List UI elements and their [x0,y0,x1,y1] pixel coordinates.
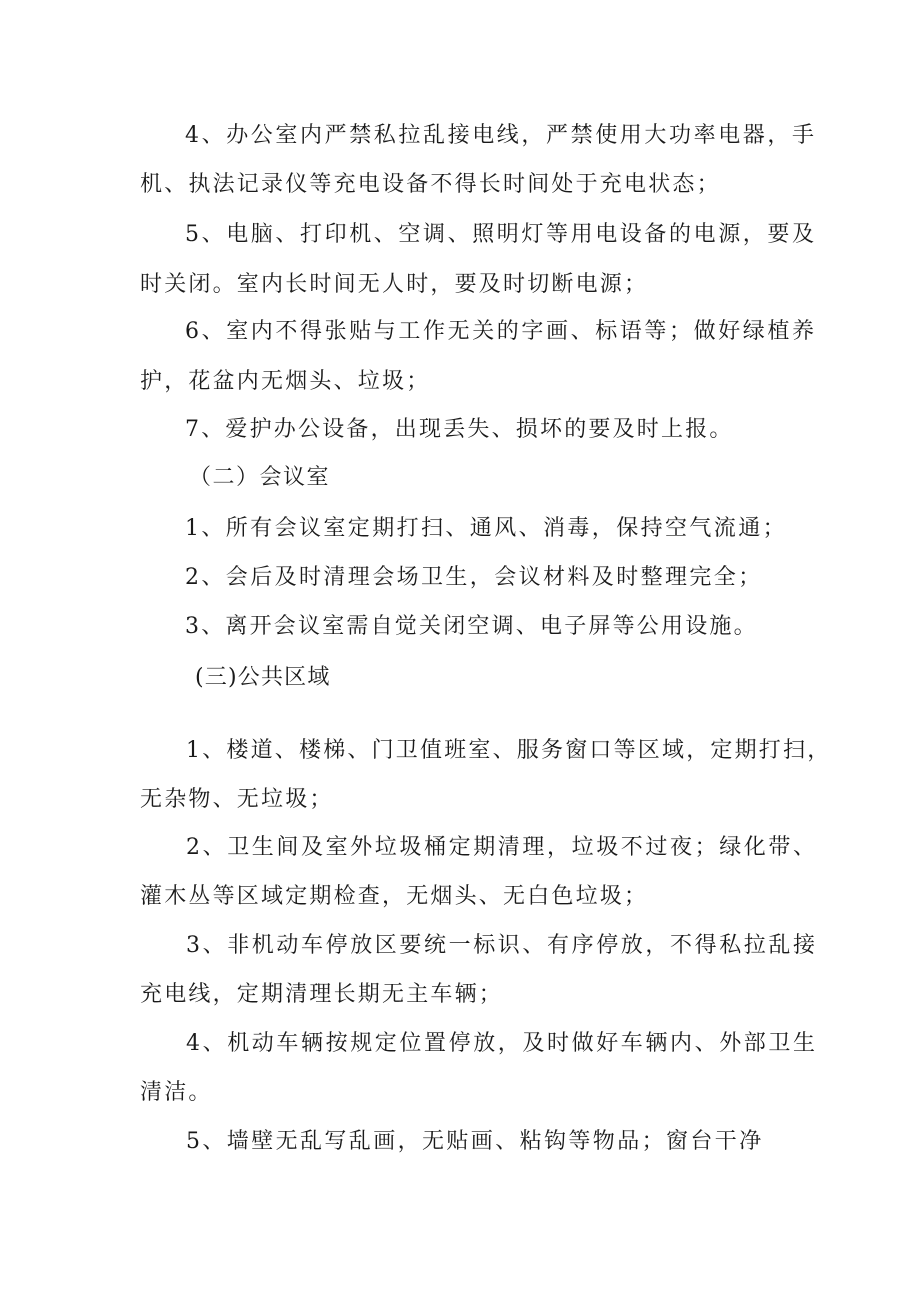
office-rule-6-line-1: 6、室内不得张贴与工作无关的字画、标语等；做好绿植养 [185,319,817,344]
meeting-rule-2: 2、会后及时清理会场卫生，会议材料及时整理完全； [185,565,763,590]
public-rule-4-line-1: 4、机动车辆按规定位置停放，及时做好车辆内、外部卫生 [186,1031,818,1056]
office-rule-7: 7、爱护办公设备，出现丢失、损坏的要及时上报。 [185,417,734,442]
public-rule-3-line-1: 3、非机动车停放区要统一标识、有序停放，不得私拉乱接 [186,933,818,958]
public-rule-1-line-2: 无杂物、无垃圾； [140,787,334,812]
meeting-rule-1: 1、所有会议室定期打扫、通风、消毒，保持空气流通； [185,516,787,541]
public-rule-5-line-1: 5、墙壁无乱写乱画，无贴画、粘钩等物品；窗台干净 [186,1129,764,1154]
public-rule-3-line-2: 充电线，定期清理长期无主车辆； [140,982,504,1007]
meeting-rule-3: 3、离开会议室需自觉关闭空调、电子屏等公用设施。 [185,614,758,639]
office-rule-4-line-1: 4、办公室内严禁私拉乱接电线，严禁使用大功率电器，手 [185,123,817,148]
public-rule-2-line-1: 2、卫生间及室外垃圾桶定期清理，垃圾不过夜；绿化带、 [186,835,818,860]
office-rule-4-line-2: 机、执法记录仪等充电设备不得长时间处于充电状态； [140,172,721,197]
section-heading-public-area: (三)公共区域 [195,665,331,690]
office-rule-6-line-2: 护，花盆内无烟头、垃圾； [140,369,431,394]
public-rule-2-line-2: 灌木丛等区域定期检查，无烟头、无白色垃圾； [140,884,649,909]
office-rule-5-line-2: 时关闭。室内长时间无人时，要及时切断电源； [140,272,649,297]
office-rule-5-line-1: 5、电脑、打印机、空调、照明灯等用电设备的电源，要及 [185,222,817,247]
public-rule-4-line-2: 清洁。 [140,1080,213,1105]
section-heading-meeting-room: （二）会议室 [189,465,331,490]
public-rule-1-line-1: 1、楼道、楼梯、门卫值班室、服务窗口等区域，定期打扫， [186,738,832,763]
